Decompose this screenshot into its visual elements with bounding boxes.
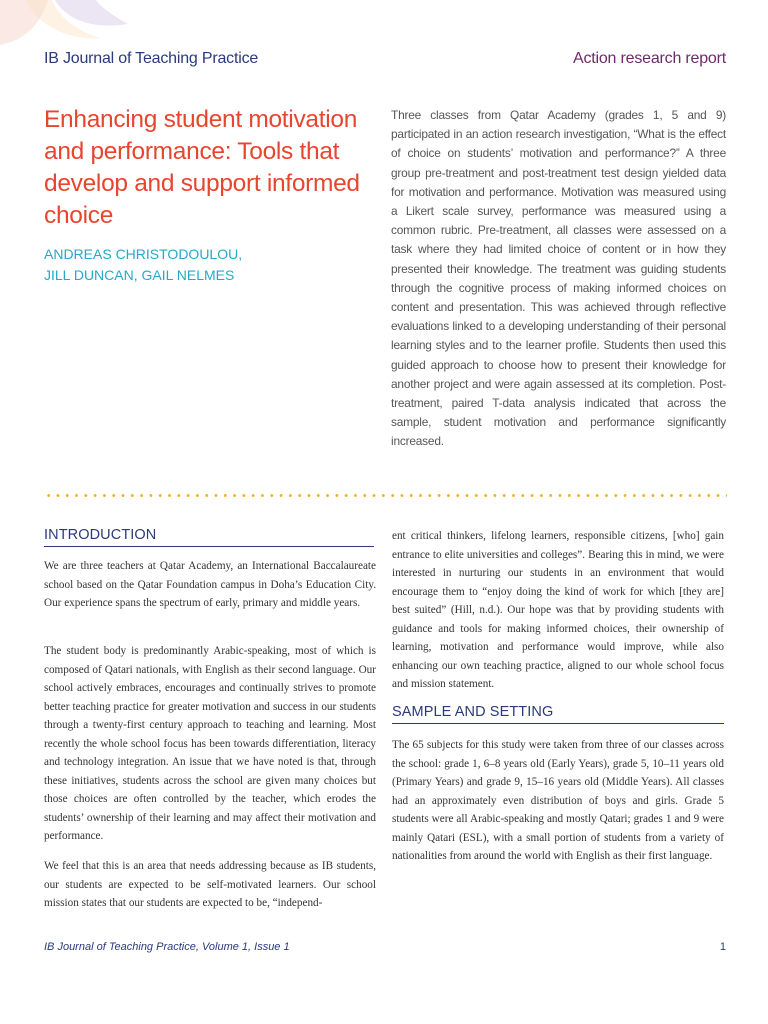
introduction-paragraph-4: ent critical thinkers, lifelong learners, responsible citizens, [who] gain entrance to elite universities and colleges”. Bearing this in mind, we were interested in nurturing our students in an environment that would encourage them to “enjoy doing the kind of work for which [they are] best suited” (Hill, n.d.). Our hope was that by providing students with guidance and tools for making informed choices, their ownership of learning, motivation and performance would improve, while also enhancing our own teaching practice, aligned to our whole school focus and mission statement. [392, 530, 724, 690]
introduction-paragraph-1: We are three teachers at Qatar Academy, an International Baccalaureate school based on the Qatar Foundation campus in Doha’s Education City. Our experience spans the spectrum of early, primary and middle years. [44, 560, 376, 609]
authors-line-2: JILL DUNCAN, GAIL NELMES [44, 267, 235, 283]
report-type-label: Action research report [572, 50, 726, 67]
abstract-text: Three classes from Qatar Academy (grades 1, 5 and 9) participated in an action research investigation, “What is the effect of choice on students’ motivation and performance?” A three group pre-treatment and post-treatment test design yielded data for motivation and performance. Motivation was measured using a Likert scale survey, performance was measured using a common rubric. Pre-treatment, all classes were assessed on a task where they had limited choice of content or in how they presented their knowledge. The treatment was guiding students through the cognitive process of making informed choices on content and presentation. This was achieved through reflective evaluations linked to a developing understanding of their personal learning styles and to the learner profile. Students then used this guided approach to choose how to present their knowledge for another project and were again assessed at its completion. Post-treatment, paired T-data analysis indicated that across the sample, student motivation and performance significantly increased. [391, 108, 726, 449]
footer-citation: IB Journal of Teaching Practice, Volume 1, Issue 1 [44, 941, 290, 953]
introduction-heading: INTRODUCTION [44, 527, 374, 547]
introduction-paragraph-2: The student body is predominantly Arabic-speaking, most of which is composed of Qatari nationals, with English as their second language. Our school actively embraces, encourages and continually strives to promote better teaching practice for greater motivation and success in our students through a twenty-first century approach to teaching and learning. Most recently the whole school focus has been towards differentiation, literacy and technology integration. An issue that we have noted is that, through these initiatives, students across the school are given many choices but those choices are often controlled by the teacher, which erodes the students’ ownership of their learning and may affect their motivation and performance. [44, 645, 376, 842]
authors-line-1: ANDREAS CHRISTODOULOU, [44, 246, 243, 262]
article-title: Enhancing student motivation and performance: Tools that develop and support informed choice [44, 106, 360, 229]
dotted-divider [44, 494, 727, 497]
page-number: 1 [719, 941, 726, 953]
sample-setting-paragraph-1: The 65 subjects for this study were taken from three of our classes across the school: grade 1, 6–8 years old (Early Years), grade 5, 10–11 years old (Primary Years) and grade 9, 15–16 years old (Middle Years). All classes had an approximately even distribution of boys and girls. Grade 5 students were all Arabic-speaking and mostly Qatari; grades 1 and 9 were mainly Qatari (ESL), with a small portion of students from a variety of nationalities from around the world with English as their first language. [392, 739, 724, 862]
journal-name: IB Journal of Teaching Practice [44, 50, 259, 67]
introduction-paragraph-3: We feel that this is an area that needs addressing because as IB students, our students are expected to be self-motivated learners. Our school mission states that our students are expected to be, “independ- [44, 860, 376, 909]
sample-setting-heading: SAMPLE AND SETTING [392, 704, 724, 724]
author-list [44, 244, 374, 286]
